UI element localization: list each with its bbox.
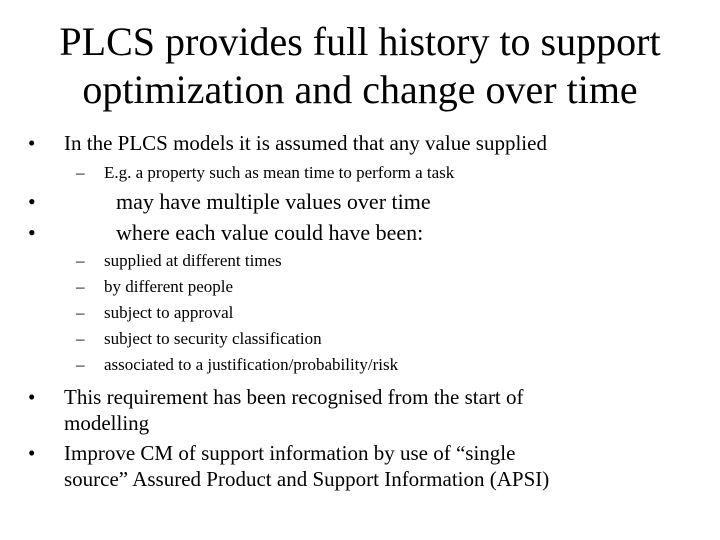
sub-bullet-text: E.g. a property such as mean time to perform a task bbox=[104, 163, 455, 182]
sub-item-text: subject to security classification bbox=[104, 329, 322, 348]
dash-marker: – bbox=[76, 303, 85, 322]
bullet-marker: • bbox=[28, 385, 36, 409]
bullet-marker: • bbox=[28, 441, 36, 465]
slide-title bbox=[20, 18, 700, 114]
bullet-marker: • bbox=[28, 220, 36, 245]
dash-marker: – bbox=[76, 163, 85, 182]
bullet-text: may have multiple values over time bbox=[116, 189, 431, 214]
bullet-text: In the PLCS models it is assumed that any value supplied bbox=[64, 131, 547, 155]
sub-item-text: by different people bbox=[104, 277, 234, 296]
sub-item-text: associated to a justification/probability/risk bbox=[104, 355, 399, 374]
bullet-marker: • bbox=[28, 189, 36, 214]
dash-marker: – bbox=[76, 277, 85, 296]
bullet-text-line-1: This requirement has been recognised from the start of bbox=[64, 385, 524, 409]
bullet-marker: • bbox=[28, 131, 36, 155]
dash-marker: – bbox=[76, 251, 85, 270]
bullet-text-line-2: source” Assured Product and Support Information (APSI) bbox=[64, 467, 550, 491]
title-line-2: optimization and change over time bbox=[82, 67, 638, 112]
sub-item-text: supplied at different times bbox=[104, 251, 282, 270]
dash-marker: – bbox=[76, 355, 85, 374]
title-line-1: PLCS provides full history to support bbox=[59, 19, 661, 64]
bullet-text-line-1: Improve CM of support information by use of “single bbox=[64, 441, 516, 465]
sub-item-text: subject to approval bbox=[104, 303, 234, 322]
bullet-text: where each value could have been: bbox=[116, 220, 424, 245]
dash-marker: – bbox=[76, 329, 85, 348]
bullet-text-line-2: modelling bbox=[64, 411, 150, 435]
